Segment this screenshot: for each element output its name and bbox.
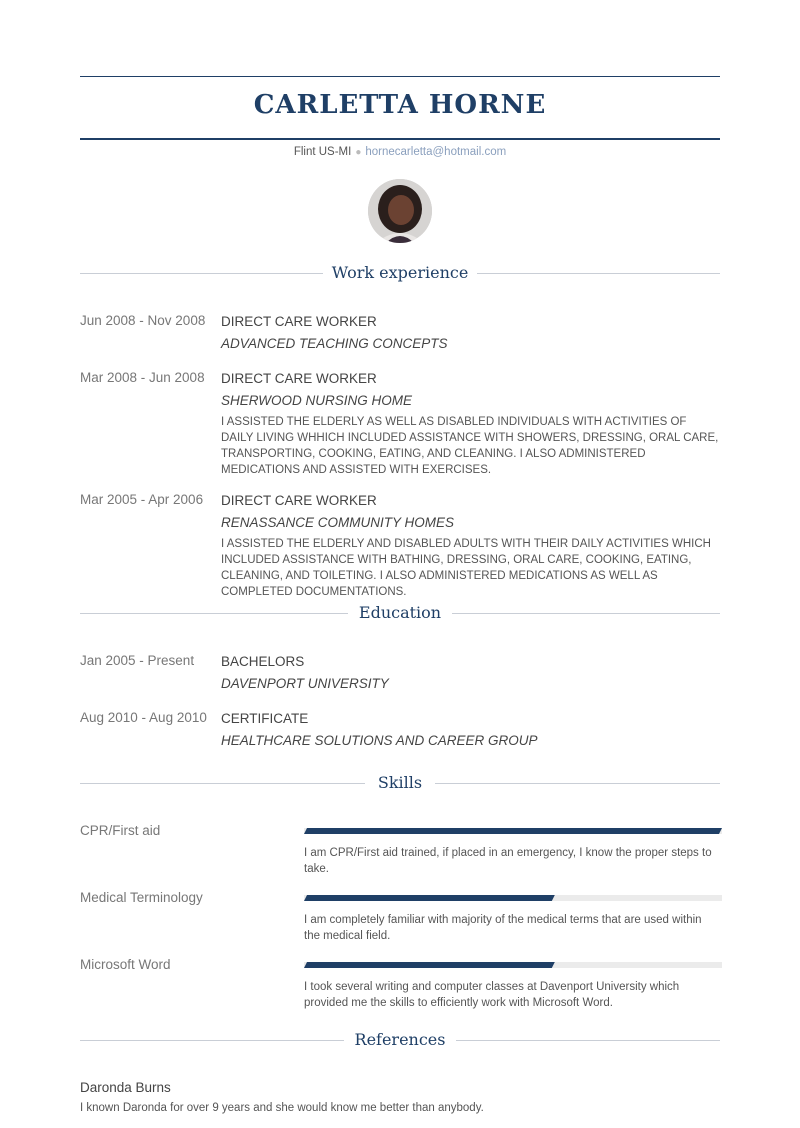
education-date: Jan 2005 - Present — [80, 653, 195, 668]
work-role: DIRECT CARE WORKER — [221, 314, 377, 329]
skill-name: Microsoft Word — [80, 957, 171, 972]
work-description: I ASSISTED THE ELDERLY AS WELL AS DISABLED INDIVIDUALS WITH ACTIVITIES OF DAILY LIVING WHHICH INCLUDED ASSISTANCE WITH SHOWERS, DRESSING, ORAL CARE, TRANSPORTING, COOKING, EATING, AND CLEANING. I ALSO ADMINISTERED MEDICATIONS AND ASSISTED WITH EXERCISES. — [221, 416, 719, 476]
skill-description: I took several writing and computer classes at Davenport University which provided me the skills to efficiently work with Microsoft Word. — [304, 981, 680, 1009]
education-degree: CERTIFICATE — [221, 711, 309, 726]
skill-level-bar — [304, 828, 722, 834]
skill-description: I am CPR/First aid trained, if placed in an emergency, I know the proper steps to take. — [304, 847, 712, 875]
work-date: Mar 2008 - Jun 2008 — [80, 370, 205, 385]
work-date: Jun 2008 - Nov 2008 — [80, 313, 206, 328]
reference-description: I known Daronda for over 9 years and she would know me better than anybody. — [80, 1102, 484, 1114]
section-skills — [80, 773, 720, 793]
avatar — [368, 179, 432, 243]
education-degree: BACHELORS — [221, 654, 305, 669]
skill-level-bar — [304, 962, 722, 968]
section-work-experience — [80, 263, 720, 283]
top-rule — [80, 76, 720, 77]
skill-level-fill — [304, 828, 722, 834]
skill-level-fill — [304, 895, 555, 901]
skill-description: I am completely familiar with majority of the medical terms that are used within the medical field. — [304, 914, 702, 942]
candidate-name: CARLETTA HORNE — [253, 90, 547, 120]
section-education — [80, 603, 720, 623]
header-rule — [80, 138, 720, 140]
section-references — [80, 1030, 720, 1050]
work-org: SHERWOOD NURSING HOME — [221, 393, 413, 408]
work-date: Mar 2005 - Apr 2006 — [80, 492, 204, 507]
education-school: DAVENPORT UNIVERSITY — [221, 676, 389, 691]
profile-photo — [368, 179, 432, 243]
work-org: RENASSANCE COMMUNITY HOMES — [221, 515, 455, 530]
section-title: Education — [358, 603, 442, 622]
work-description: I ASSISTED THE ELDERLY AND DISABLED ADULTS WITH THEIR DAILY ACTIVITIES WHICH INCLUDED ASSISTANCE WITH BATHING, DRESSING, ORAL CARE, COOKING, EATING, CLEANING, AND TOILETING. I ALSO ADMINISTERED MEDICATIONS AS WELL AS COMPLETED DOCUMENTATIONS. — [221, 538, 711, 598]
skill-name: CPR/First aid — [80, 823, 161, 838]
email-link[interactable]: hornecarletta@hotmail.com — [365, 146, 507, 158]
work-role: DIRECT CARE WORKER — [221, 493, 377, 508]
separator-dot: ● — [355, 147, 362, 158]
skill-level-fill — [304, 962, 555, 968]
reference-name: Daronda Burns — [80, 1080, 171, 1095]
work-org: ADVANCED TEACHING CONCEPTS — [221, 336, 448, 351]
location: Flint US-MI — [293, 146, 352, 158]
contact-line — [0, 146, 800, 158]
section-title: Skills — [377, 773, 423, 792]
education-date: Aug 2010 - Aug 2010 — [80, 710, 207, 725]
education-school: HEALTHCARE SOLUTIONS AND CAREER GROUP — [221, 733, 538, 748]
section-title: References — [354, 1030, 446, 1049]
skill-level-bar — [304, 895, 722, 901]
section-title: Work experience — [331, 263, 469, 282]
skill-name: Medical Terminology — [80, 890, 203, 905]
work-role: DIRECT CARE WORKER — [221, 371, 377, 386]
